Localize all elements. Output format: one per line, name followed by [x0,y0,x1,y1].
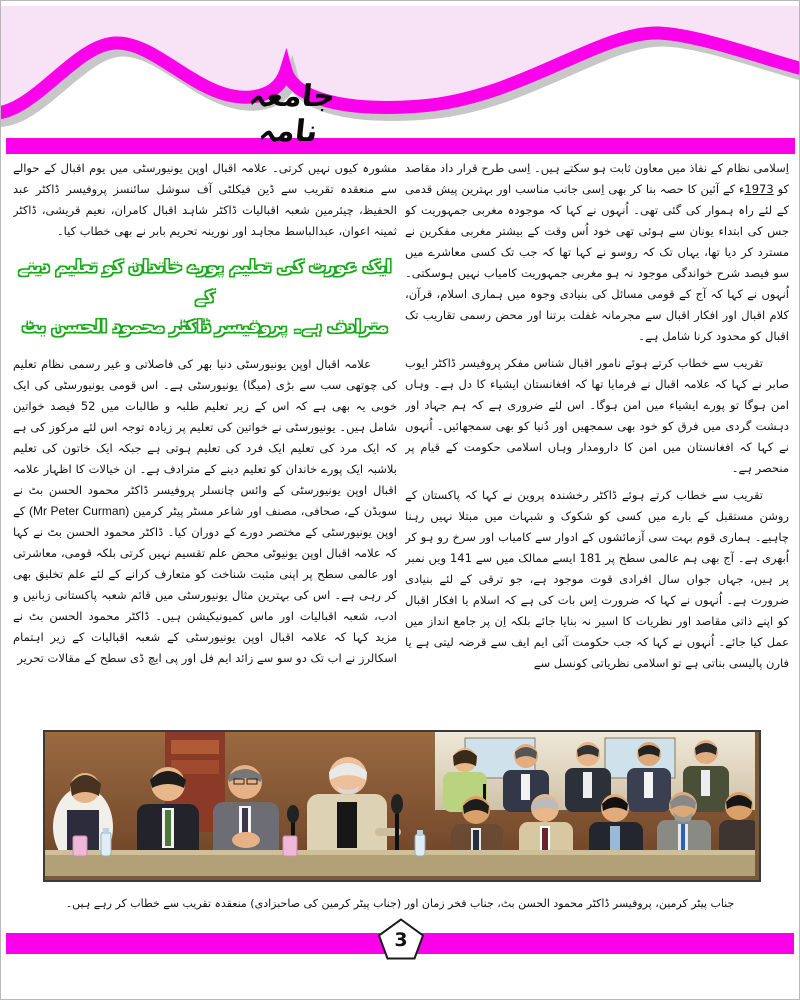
conference-photo [43,730,761,882]
photo-caption: جناب پیٹر کرمین، پروفیسر ڈاکٹر محمود الحسن بٹ، جناب فخر زمان اور (جناب پیٹر کرمین کی صاحبزادی) منعقدہ تقریب سے خطاب کر رہے ہیں۔ [65,897,735,910]
paragraph-text: کے اوپن یونیورسٹی کے مختصر دورے کے دوران کیا۔ ڈاکٹر محمود الحسن بٹ نے کہا کہ علامہ اقبال اوپن یونیوٹی محض علم تقسیم نہیں کرتی بلکہ قومی، معاشرتی اور عالمی سطح پر اپنی مثبت شناخت کو متعارف کرانے کے لئے علم تخلیق بھی کر رہی ہے۔ اس کی بہترین مثال یونیورسٹی میں قائم شعبہ پاکستانی زبانیں و ادب، شعبہ اقبالیات اور ماس کمیونیکیشن ہیں۔ ڈاکٹر محمود الحسن بٹ نے مزید کہا کہ علامہ اقبال اوپن یونیورسٹی کے شعبہ اقبالیات کے زیر اہتمام اسکالرز نے اب تک دو سو سے زائد ایم فل اور پی ایچ ڈی سطح کے مقالات تحریر [13,504,397,665]
page-number: 3 [394,929,408,951]
pull-quote-line2: مترادف ہے۔ پروفیسر ڈاکٹر محمود الحسن بٹ [22,317,388,336]
paragraph-text: اِسلامی نظام کے نفاذ میں معاون ثابت ہو سکتے ہیں۔ اِسی طرح قرار داد مقاصد کو [405,161,789,196]
paragraph [13,354,397,669]
peter-curman-latin-name: (Mr Peter Curman) [29,504,130,518]
paragraph: مشورہ کیوں نہیں کرتی۔ علامہ اقبال اوپن یونیورسٹی میں یوم اقبال کے حوالے سے منعقدہ تقریب سے ڈین فیکلٹی آف سوشل سائنسز پروفیسر ڈاکٹر عبد الحفیظ، چیئرمین شعبہ اقبالیات ڈاکٹر شاہد اقبال کامران، نعیم قریشی، ڈاکٹر ثمینہ اعوان، عبدالباسط مجاہد اور نورینہ تحریم بابر نے بھی خطاب کیا۔ [13,161,397,238]
paragraph [405,158,789,347]
article-column-left [13,158,397,730]
table-edge [45,850,755,855]
paragraph: تقریب سے خطاب کرتے ہوئے نامور اقبال شناس مفکر پروفیسر ڈاکٹر ایوب صابر نے کہا کہ علامہ اقبال نے فرمایا تھا کہ افغانستان ایشیاء کا دل ہے۔ وہاں امن ہوگا تو پورے ایشیاء میں امن ہوگا۔ اس لئے ضروری ہے کہ ہم جہاد اور دہشت گردی میں فرق کو خود بھی سمجھیں اور دُنیا کو بھی سمجھائیں۔ اُنہوں نے کہا کہ افغانستان میں امن کا دارومدار وہاں اسلامی حکومت کے قیام پر منحصر ہے۔ [405,356,789,475]
water-bottle [415,830,425,856]
pull-quote-green [17,252,393,342]
pink-cup [283,836,297,856]
year-1973-underlined: 1973 [744,182,774,196]
conference-photo-art [45,732,755,876]
paragraph-text: علامہ اقبال اوپن یونیورسٹی دنیا بھر کی فاصلاتی و غیر رسمی نظام تعلیم کی چوتھی سب سے بڑی (میگا) یونیورسٹی ہے۔ اس قومی یونیورسٹی کی ایک خوبی یہ بھی ہے کہ اس کے زیر تعلیم طلبہ و طالبات میں 52 فیصد خواتین شامل ہیں۔ یونیورسٹی نے خواتین کی تعلیم پر زیادہ توجہ اس لئے مرکوز کی ہے کہ ایک مرد کی تعلیم ایک فرد کی تعلیم ہوتی ہے جبکہ ایک خاتون کی تعلیم بلاشبہ ایک پورے خاندان کو تعلیم دینے کے مترادف ہے۔ ان خیالات کا اظہار علامہ اقبال اوپن یونیورسٹی کے وائس چانسلر پروفیسر ڈاکٹر محمود الحسن بٹ نے سویڈن کے، صحافی، مصنف اور شاعر مسٹر پیٹر کرمین [13,357,397,518]
paragraph-text: ء کے آئین کا حصہ بنا کر بھی اِسی جانب مناسب اور بہترین پیش قدمی کے لئے راہ ہموار کی گئی تھی۔ اُنہوں نے کہا کہ موجودہ مغربی جمہوریت کو جس کی ابتداء یونان سے ہوئی تھی خود اُس وقت کے بیشتر مغربی مفکرین نے مسترد کر دیا تھا، یہاں تک کہ روسو نے کہا تھا کہ جب تک کسی معاشرے میں سو فیصد شرح خواندگی موجود نہ ہو مغربی جمہوریت کامیاب نہیں ہوسکتی۔ اُنہوں نے کہا کہ آج کے قومی مسائل کی بنیادی وجوہ میں ہماری اسلام، قرآن، کلام اقبال اور افکار اقبال سے مجرمانہ غفلت برتنا اور محض رسمی تقاریب تک اقبال کو محدود کرنا شامل ہے۔ [405,182,789,343]
header-pink-field [1,6,800,114]
masthead-title: جامعہ نامہ [247,79,337,149]
masthead-bottom-bar [6,138,795,154]
article-column-right [405,158,789,730]
pink-cup [73,836,87,856]
bookshelf-row [171,740,219,754]
paragraph: تقریب سے خطاب کرتے ہوئے ڈاکٹر رخشندہ پروین نے کہا کہ پاکستان کے روشن مستقبل کے بارے میں کسی کو شکوک و شبہات میں مبتلا نہیں رہنا چاہیے۔ ہماری قوم بہت سی آزمائشوں کے ادوار سے کامیاب اور سرخ رو ہو کر اُبھری ہے۔ آج بھی ہم عالمی سطح پر 181 ایسے ممالک میں سے 141 ویں نمبر پر ہیں، جہاں جواں سال افرادی قوت موجود ہے، جو ترقی کے لئے بنیادی ضرورت ہے۔ اُنہوں نے کہا کہ ضرورت اِس بات کی ہے کہ اسلام یا افکار اقبال کو اپنے ذاتی مقاصد اور نظریات کا اسیر نہ بنایا جائے بلکہ اِن پر جامع انداز میں عمل کیا جائے۔ اُنہوں نے کہا کہ جب حکومت آئی ایم ایف سے قرضہ لیتی ہے یا فارن پالیسی بناتی ہے تو اسلامی نظریاتی کونسل سے [405,488,789,670]
masthead-wave-art [1,1,800,157]
water-bottle [101,828,111,856]
pull-quote-line1: ایک عورت کی تعلیم پورے خاندان کو تعلیم دینے کے [18,257,392,306]
